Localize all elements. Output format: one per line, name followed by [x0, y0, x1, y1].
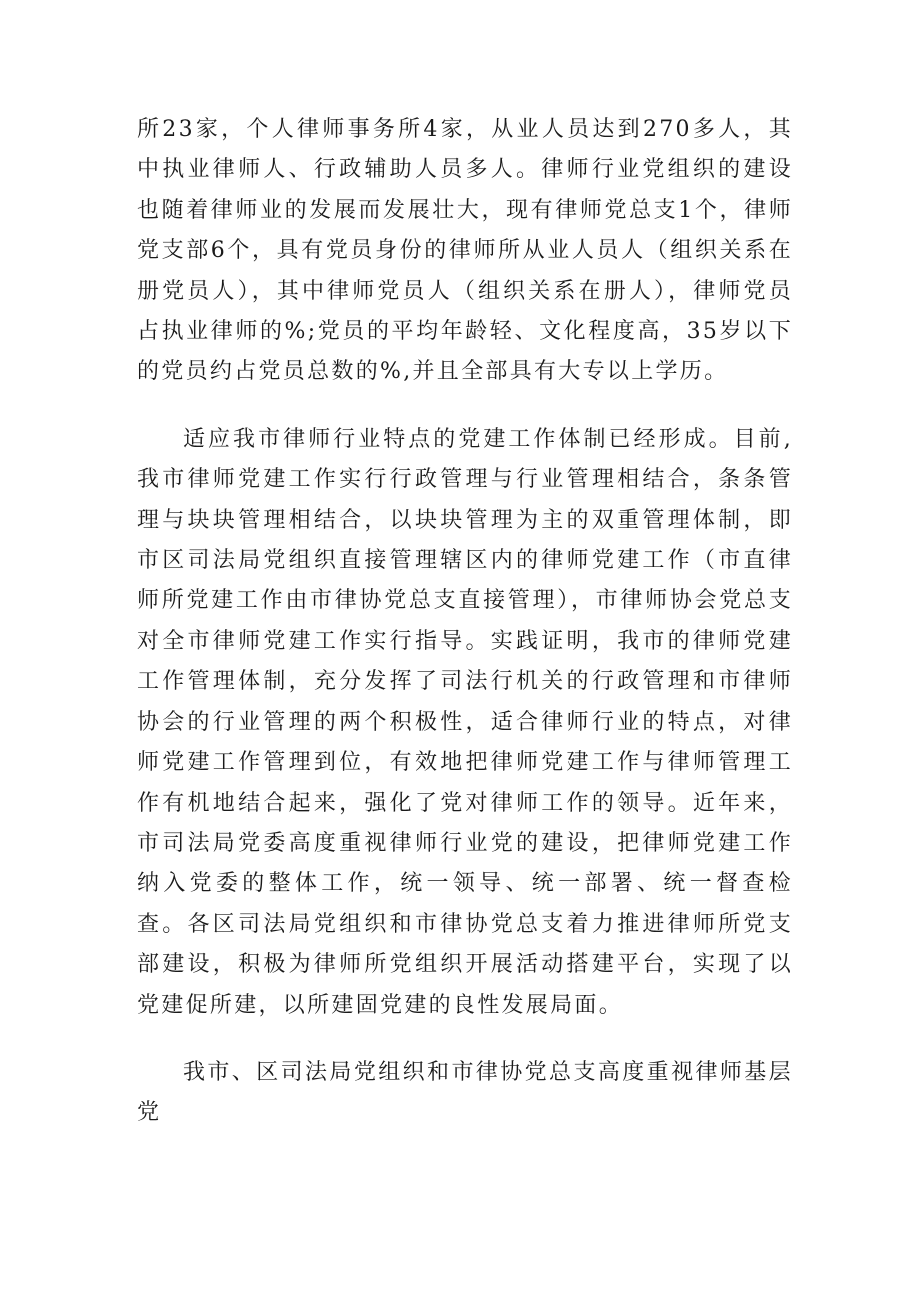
- paragraph-3: 我市、区司法局党组织和市律协党总支高度重视律师基层党: [137, 1059, 793, 1126]
- paragraph-2: 适应我市律师行业特点的党建工作体制已经形成。目前,我市律师党建工作实行行政管理与行业管理相结合，条条管理与块块管理相结合，以块块管理为主的双重管理体制，即市区司法局党组织直接管理辖区内的律师党建工作（市直律师所党建工作由市律协党总支直接管理），市律师协会党总支对全市律师党建工作实行指导。实践证明，我市的律师党建工作管理体制，充分发挥了司法行机关的行政管理和市律师协会的行业管理的两个积极性，适合律师行业的特点，对律师党建工作管理到位，有效地把律师党建工作与律师管理工作有机地结合起来，强化了党对律师工作的领导。近年来，市司法局党委高度重视律师行业党的建设，把律师党建工作纳入党委的整体工作，统一领导、统一部署、统一督查检查。各区司法局党组织和市律协党总支着力推进律师所党支部建设，积极为律师所党组织开展活动搭建平台，实现了以党建促所建，以所建固党建的良性发展局面。: [137, 426, 793, 1018]
- body-text: [137, 110, 793, 1161]
- paragraph-1: 所23家，个人律师事务所4家，从业人员达到270多人，其中执业律师人、行政辅助人员多人。律师行业党组织的建设也随着律师业的发展而发展壮大，现有律师党总支1个，律师党支部6个，具有党员身份的律师所从业人员人（组织关系在册党员人），其中律师党员人（组织关系在册人），律师党员占执业律师的%;党员的平均年龄轻、文化程度高，35岁以下的党员约占党员总数的%,并且全部具有大专以上学历。: [137, 117, 793, 385]
